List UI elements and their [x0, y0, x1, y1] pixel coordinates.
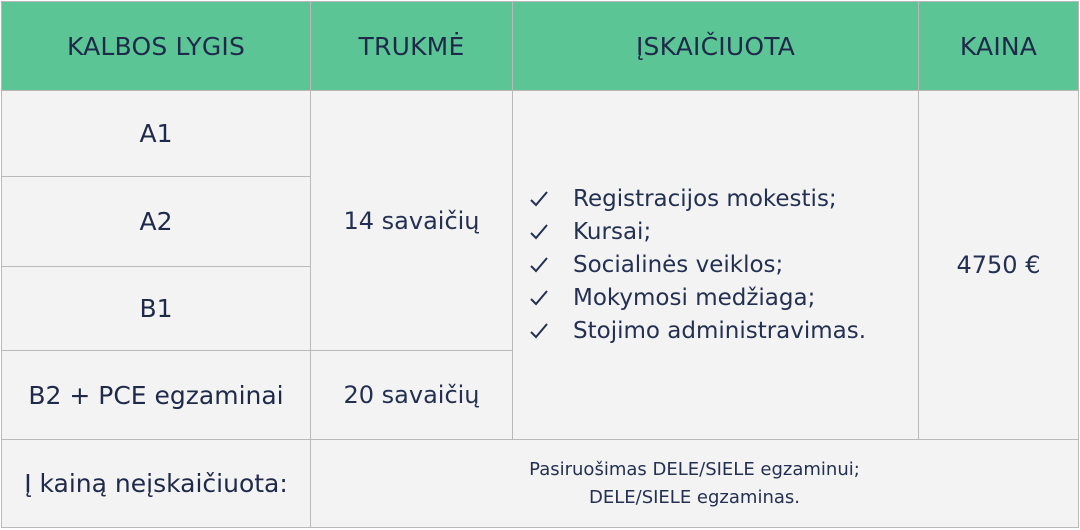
included-list [513, 183, 918, 348]
header-included: ĮSKAIČIUOTA [513, 2, 919, 91]
price-cell: 4750 € [919, 91, 1079, 440]
included-item-label: Registracijos mokestis; [573, 185, 837, 212]
check-icon [529, 321, 549, 341]
not-included-label: Į kainą neįskaičiuota: [2, 440, 311, 528]
list-item [529, 282, 918, 315]
included-item-label: Kursai; [573, 218, 652, 245]
not-included-line: Pasiruošimas DELE/SIELE egzaminui; [529, 458, 860, 480]
check-icon [529, 222, 549, 242]
duration-cell-14: 14 savaičių [311, 91, 513, 351]
check-icon [529, 189, 549, 209]
header-level: KALBOS LYGIS [2, 2, 311, 91]
level-cell-a1: A1 [2, 91, 311, 177]
level-cell-b1: B1 [2, 267, 311, 351]
included-cell [513, 91, 919, 440]
duration-cell-20: 20 savaičių [311, 351, 513, 440]
header-price: KAINA [919, 2, 1079, 91]
price-table [1, 1, 1079, 528]
included-item-label: Mokymosi medžiaga; [573, 284, 816, 311]
level-cell-a2: A2 [2, 177, 311, 267]
list-item [529, 249, 918, 282]
included-item-label: Socialinės veiklos; [573, 251, 784, 278]
list-item [529, 315, 918, 348]
list-item [529, 183, 918, 216]
check-icon [529, 255, 549, 275]
header-row [2, 2, 1079, 91]
table-row [2, 440, 1079, 528]
header-duration: TRUKMĖ [311, 2, 513, 91]
list-item [529, 216, 918, 249]
not-included-text [311, 440, 1079, 528]
table-row [2, 91, 1079, 177]
included-item-label: Stojimo administravimas. [573, 317, 867, 344]
not-included-line: DELE/SIELE egzaminas. [589, 486, 800, 508]
check-icon [529, 288, 549, 308]
level-cell-b2: B2 + PCE egzaminai [2, 351, 311, 440]
